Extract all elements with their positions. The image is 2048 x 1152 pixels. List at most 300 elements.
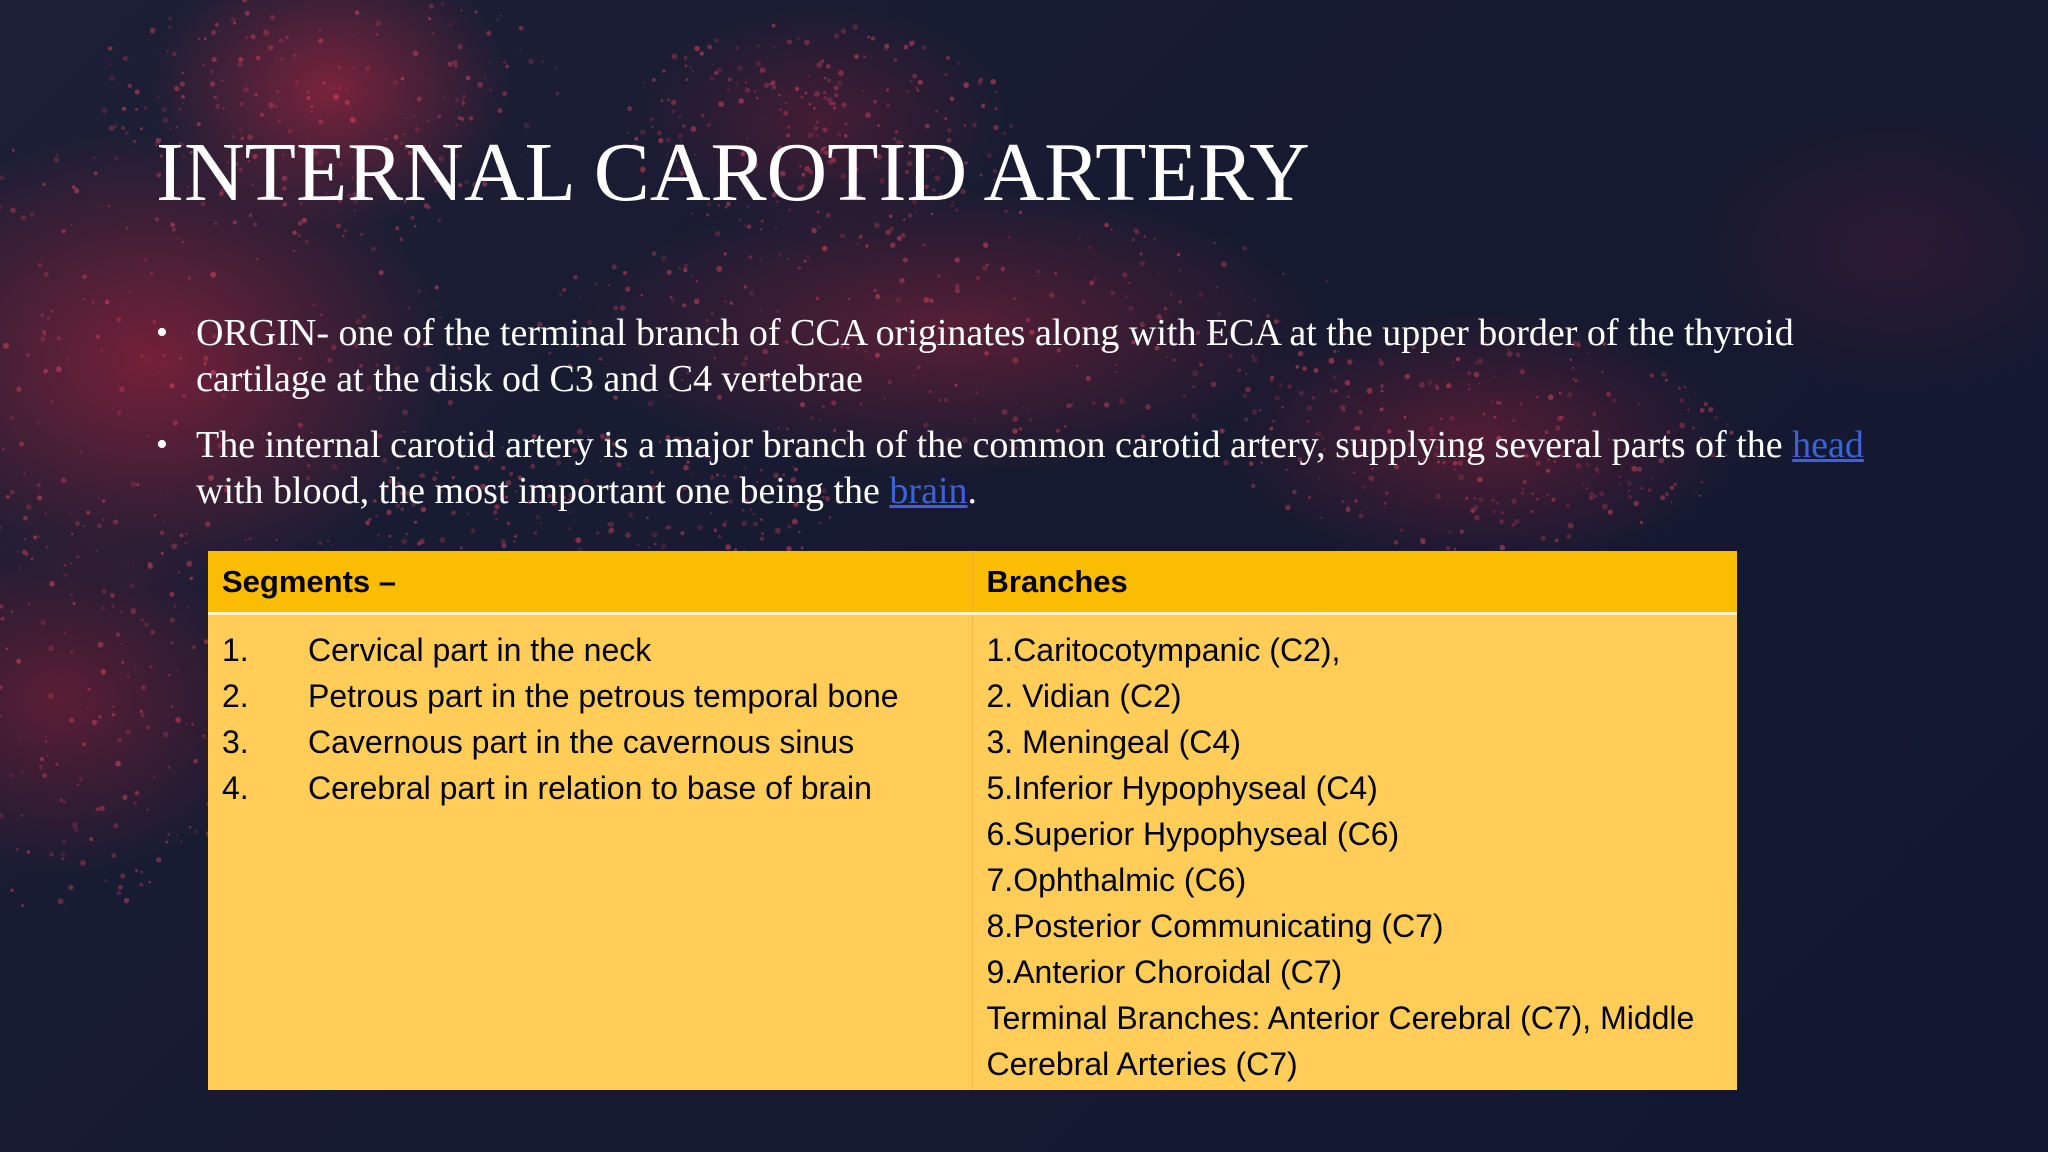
particle-speck [171, 706, 173, 708]
branches-cell [972, 614, 1737, 1091]
particle-speck [219, 30, 221, 32]
particle-speck [69, 718, 74, 723]
particle-speck [875, 294, 880, 299]
particle-speck [425, 79, 427, 81]
particle-speck [760, 228, 762, 230]
list-item [222, 673, 958, 719]
particle-speck [96, 550, 98, 552]
particle-speck [1110, 291, 1115, 296]
particle-speck [134, 665, 136, 667]
bullet-list [156, 310, 1896, 534]
particle-speck [735, 82, 737, 84]
particle-speck [74, 828, 78, 832]
particle-speck [168, 674, 170, 676]
particle-speck [96, 335, 100, 339]
particle-speck [100, 204, 103, 207]
particle-speck [439, 537, 445, 543]
particle-speck [448, 61, 453, 66]
particle-speck [661, 256, 667, 262]
particle-speck [555, 91, 559, 95]
particle-speck [671, 54, 677, 60]
particle-speck [180, 840, 183, 843]
particle-speck [798, 266, 802, 270]
particle-speck [98, 715, 102, 719]
particle-speck [823, 91, 826, 94]
particle-speck [25, 353, 30, 358]
particle-speck [773, 46, 776, 49]
particle-speck [686, 78, 689, 81]
particle-speck [6, 647, 8, 649]
particle-speck [1541, 536, 1546, 541]
particle-speck [114, 156, 118, 160]
particle-speck [276, 90, 279, 93]
particle-speck [113, 520, 118, 525]
particle-speck [127, 676, 129, 678]
particle-speck [1144, 236, 1146, 238]
particle-speck [627, 106, 632, 111]
particle-speck [399, 237, 403, 241]
particle-speck [270, 15, 275, 20]
particle-speck [83, 525, 85, 527]
particle-speck [237, 61, 242, 66]
particle-speck [1013, 297, 1015, 299]
particle-speck [811, 228, 814, 231]
segment-text: Cervical part in the neck [308, 632, 652, 668]
particle-speck [275, 106, 277, 108]
particle-speck [338, 87, 341, 90]
particle-speck [120, 873, 125, 878]
particle-speck [1054, 272, 1057, 275]
particle-speck [131, 481, 137, 487]
table [208, 551, 1737, 1090]
particle-speck [49, 506, 51, 508]
particle-speck [838, 70, 844, 76]
particle-speck [202, 734, 205, 737]
particle-speck [135, 108, 138, 111]
particle-speck [715, 231, 721, 237]
particle-speck [22, 550, 27, 555]
particle-speck [641, 294, 643, 296]
particle-speck [756, 61, 761, 66]
particle-speck [245, 11, 250, 16]
particle-speck [820, 59, 824, 63]
particle-speck [393, 80, 398, 85]
particle-speck [318, 78, 320, 80]
particle-speck [256, 56, 261, 61]
particle-speck [143, 258, 148, 263]
particle-speck [41, 313, 45, 317]
particle-speck [181, 95, 185, 99]
particle-speck [210, 81, 215, 86]
particle-speck [285, 35, 289, 39]
particle-speck [113, 124, 117, 128]
particle-speck [192, 645, 196, 649]
particle-speck [954, 257, 960, 263]
particle-speck [19, 567, 21, 569]
particle-speck [322, 81, 326, 85]
particle-speck [72, 185, 76, 189]
particle-speck [167, 766, 170, 769]
particle-speck [413, 115, 415, 117]
particle-speck [249, 538, 252, 541]
particle-speck [256, 258, 258, 260]
segments-list [222, 627, 958, 811]
particle-speck [113, 823, 118, 828]
particle-speck [133, 140, 137, 144]
particle-speck [945, 73, 948, 76]
particle-speck [110, 593, 115, 598]
particle-speck [105, 300, 110, 305]
particle-speck [118, 885, 123, 890]
particle-speck [813, 107, 816, 110]
list-item: Terminal Branches: Anterior Cerebral (C7), Middle Cerebral Arteries (C7) [986, 1000, 1695, 1082]
particle-speck [1157, 273, 1160, 276]
particle-speck [995, 107, 998, 110]
particle-speck [912, 74, 917, 79]
particle-speck [64, 573, 68, 577]
particle-speck [497, 108, 502, 113]
particle-speck [108, 46, 112, 50]
bullet-marker: • [156, 426, 168, 463]
particle-speck [1179, 300, 1182, 303]
particle-speck [150, 272, 153, 275]
particle-speck [873, 289, 877, 293]
particle-speck [101, 606, 105, 610]
particle-speck [922, 244, 925, 247]
particle-speck [1089, 281, 1094, 286]
particle-speck [652, 78, 656, 82]
particle-speck [45, 741, 47, 743]
particle-speck [140, 710, 143, 713]
particle-speck [0, 813, 4, 818]
particle-speck [1179, 270, 1181, 272]
particle-speck [177, 238, 179, 240]
particle-speck [319, 29, 321, 31]
particle-speck [38, 263, 42, 267]
particle-speck [935, 110, 938, 113]
particle-speck [94, 171, 98, 175]
particle-speck [460, 9, 462, 11]
particle-speck [692, 70, 694, 72]
particle-speck [0, 685, 2, 690]
particle-speck [718, 101, 724, 107]
particle-speck [428, 17, 431, 20]
segment-number: 3. [222, 724, 249, 760]
particle-speck [48, 693, 54, 699]
particle-speck [497, 19, 499, 21]
particle-speck [135, 791, 140, 796]
particle-speck [458, 44, 463, 49]
particle-speck [689, 66, 691, 68]
particle-speck [41, 337, 46, 342]
particle-speck [135, 869, 138, 872]
particle-speck [1500, 545, 1506, 551]
particle-speck [305, 240, 309, 244]
particle-speck [899, 278, 905, 284]
particle-speck [690, 274, 693, 277]
particle-speck [116, 632, 120, 636]
particle-speck [787, 258, 789, 260]
particle-speck [122, 107, 126, 111]
particle-speck [292, 231, 296, 235]
particle-speck [626, 279, 628, 281]
particle-speck [9, 774, 13, 778]
particle-speck [760, 67, 766, 73]
particle-speck [93, 156, 96, 159]
particle-speck [332, 544, 334, 546]
particle-speck [180, 534, 184, 538]
particle-speck [210, 272, 216, 278]
particle-speck [822, 246, 828, 252]
particle-speck [817, 62, 823, 68]
particle-speck [10, 490, 15, 495]
list-item [222, 765, 958, 811]
particle-speck [31, 557, 34, 560]
particle-speck [402, 539, 408, 545]
particle-speck [180, 81, 185, 86]
particle-speck [950, 97, 955, 102]
particle-speck [837, 80, 842, 85]
particle-speck [183, 103, 185, 105]
particle-speck [306, 235, 308, 237]
particle-speck [501, 539, 506, 544]
particle-speck [608, 284, 610, 286]
particle-speck [455, 98, 459, 102]
particle-speck [102, 589, 107, 594]
particle-speck [92, 720, 97, 725]
header-branches: Branches [972, 551, 1737, 614]
particle-speck [809, 103, 812, 106]
particle-speck [575, 537, 581, 543]
segments-branches-table [208, 551, 1737, 1090]
slide-title: INTERNAL CAROTID ARTERY [156, 126, 1310, 219]
link-head[interactable]: head [1792, 424, 1864, 466]
particle-speck [461, 102, 465, 106]
table-row [208, 614, 1737, 1091]
particle-speck [27, 850, 30, 853]
particle-speck [981, 104, 985, 108]
particle-speck [772, 24, 776, 28]
particle-speck [804, 40, 810, 46]
particle-speck [26, 504, 32, 510]
particle-speck [63, 801, 66, 804]
particle-speck [701, 114, 705, 118]
particle-speck [778, 94, 781, 97]
particle-speck [684, 264, 689, 269]
particle-speck [244, 538, 247, 541]
particle-speck [51, 310, 54, 313]
particle-speck [168, 25, 172, 29]
particle-speck [694, 299, 700, 305]
particle-speck [904, 45, 909, 50]
particle-speck [98, 497, 100, 499]
particle-speck [1129, 282, 1131, 284]
particle-speck [160, 231, 162, 233]
particle-speck [909, 41, 914, 46]
particle-speck [1243, 246, 1247, 250]
particle-speck [21, 215, 26, 220]
particle-speck [307, 90, 309, 92]
particle-speck [789, 95, 791, 97]
particle-speck [144, 622, 149, 627]
particle-speck [595, 282, 599, 286]
particle-speck [293, 53, 297, 57]
particle-speck [707, 45, 712, 50]
particle-speck [661, 99, 664, 102]
particle-speck [212, 57, 217, 62]
particle-speck [221, 80, 223, 82]
particle-speck [901, 233, 906, 238]
particle-speck [462, 94, 467, 99]
particle-speck [890, 243, 895, 248]
particle-speck [173, 605, 177, 609]
particle-speck [1213, 242, 1216, 245]
particle-speck [503, 61, 506, 64]
particle-speck [150, 28, 156, 34]
particle-speck [134, 801, 137, 804]
particle-speck [87, 688, 90, 691]
particle-speck [79, 777, 83, 781]
particle-speck [121, 661, 124, 664]
particle-speck [40, 757, 44, 761]
particle-speck [68, 885, 73, 890]
particle-speck [856, 243, 859, 246]
particle-speck [1037, 270, 1041, 274]
particle-speck [388, 535, 391, 538]
particle-speck [873, 100, 877, 104]
particle-speck [344, 229, 348, 233]
particle-speck [1049, 292, 1055, 298]
particle-speck [0, 205, 2, 210]
particle-speck [0, 175, 4, 180]
particle-speck [121, 126, 125, 130]
particle-speck [390, 52, 392, 54]
particle-speck [120, 643, 122, 645]
particle-speck [769, 83, 772, 86]
particle-speck [542, 61, 545, 64]
particle-speck [70, 563, 72, 565]
link-brain[interactable]: brain [889, 470, 968, 512]
particle-speck [417, 541, 421, 545]
particle-speck [45, 736, 47, 738]
particle-speck [245, 36, 249, 40]
segment-number: 4. [222, 770, 249, 806]
particle-speck [327, 540, 329, 542]
particle-speck [80, 450, 82, 452]
particle-speck [76, 555, 79, 558]
particle-speck [801, 546, 804, 549]
particle-speck [1446, 546, 1450, 550]
particle-speck [710, 76, 714, 80]
particle-speck [13, 511, 15, 513]
particle-speck [313, 303, 316, 306]
particle-speck [678, 267, 681, 270]
particle-speck [955, 284, 960, 289]
particle-speck [243, 87, 249, 93]
particle-speck [401, 77, 405, 81]
particle-speck [119, 386, 125, 392]
particle-speck [146, 809, 148, 811]
particle-speck [19, 442, 24, 447]
particle-speck [102, 519, 104, 521]
particle-speck [684, 64, 687, 67]
particle-speck [804, 260, 807, 263]
particle-speck [1177, 253, 1180, 256]
particle-speck [1555, 539, 1559, 543]
particle-speck [141, 713, 145, 717]
particle-speck [474, 10, 477, 13]
particle-speck [1111, 229, 1113, 231]
particle-speck [215, 104, 220, 109]
particle-speck [807, 75, 810, 78]
particle-speck [778, 253, 781, 256]
particle-speck [435, 285, 439, 289]
particle-speck [852, 24, 858, 30]
particle-speck [147, 435, 149, 437]
particle-speck [623, 271, 627, 275]
particle-speck [129, 583, 134, 588]
particle-speck [188, 607, 190, 609]
particle-speck [0, 714, 1, 717]
particle-speck [963, 82, 969, 88]
particle-speck [222, 107, 225, 110]
particle-speck [48, 645, 54, 651]
particle-speck [718, 535, 721, 538]
list-item: 1.Caritocotympanic (C2), [986, 632, 1341, 668]
particle-speck [783, 111, 788, 116]
particle-speck [125, 729, 130, 734]
particle-speck [1133, 228, 1138, 233]
particle-speck [1122, 272, 1127, 277]
particle-speck [318, 541, 322, 545]
particle-speck [1221, 261, 1227, 267]
particle-speck [745, 102, 747, 104]
particle-speck [922, 45, 927, 50]
particle-speck [376, 20, 382, 26]
particle-speck [946, 56, 950, 60]
particle-speck [185, 542, 187, 544]
particle-speck [0, 525, 2, 531]
particle-speck [986, 264, 989, 267]
list-item: 3. Meningeal (C4) [986, 724, 1241, 760]
particle-speck [797, 37, 801, 41]
particle-speck [30, 212, 34, 216]
particle-speck [49, 852, 53, 856]
particle-speck [149, 881, 151, 883]
particle-speck [129, 292, 131, 294]
particle-speck [11, 889, 14, 892]
particle-speck [351, 114, 353, 116]
particle-speck [89, 837, 93, 841]
particle-speck [834, 33, 840, 39]
particle-speck [1078, 236, 1081, 239]
particle-speck [466, 76, 471, 81]
particle-speck [667, 270, 672, 275]
particle-speck [6, 495, 10, 499]
particle-speck [168, 17, 172, 21]
particle-speck [166, 841, 169, 844]
particle-speck [169, 592, 174, 597]
particle-speck [20, 771, 22, 773]
particle-speck [17, 551, 19, 553]
particle-speck [896, 297, 901, 302]
particle-speck [108, 205, 111, 208]
particle-speck [12, 149, 15, 152]
particle-speck [276, 539, 278, 541]
particle-speck [826, 64, 831, 69]
particle-speck [695, 280, 697, 282]
particle-speck [174, 86, 179, 91]
